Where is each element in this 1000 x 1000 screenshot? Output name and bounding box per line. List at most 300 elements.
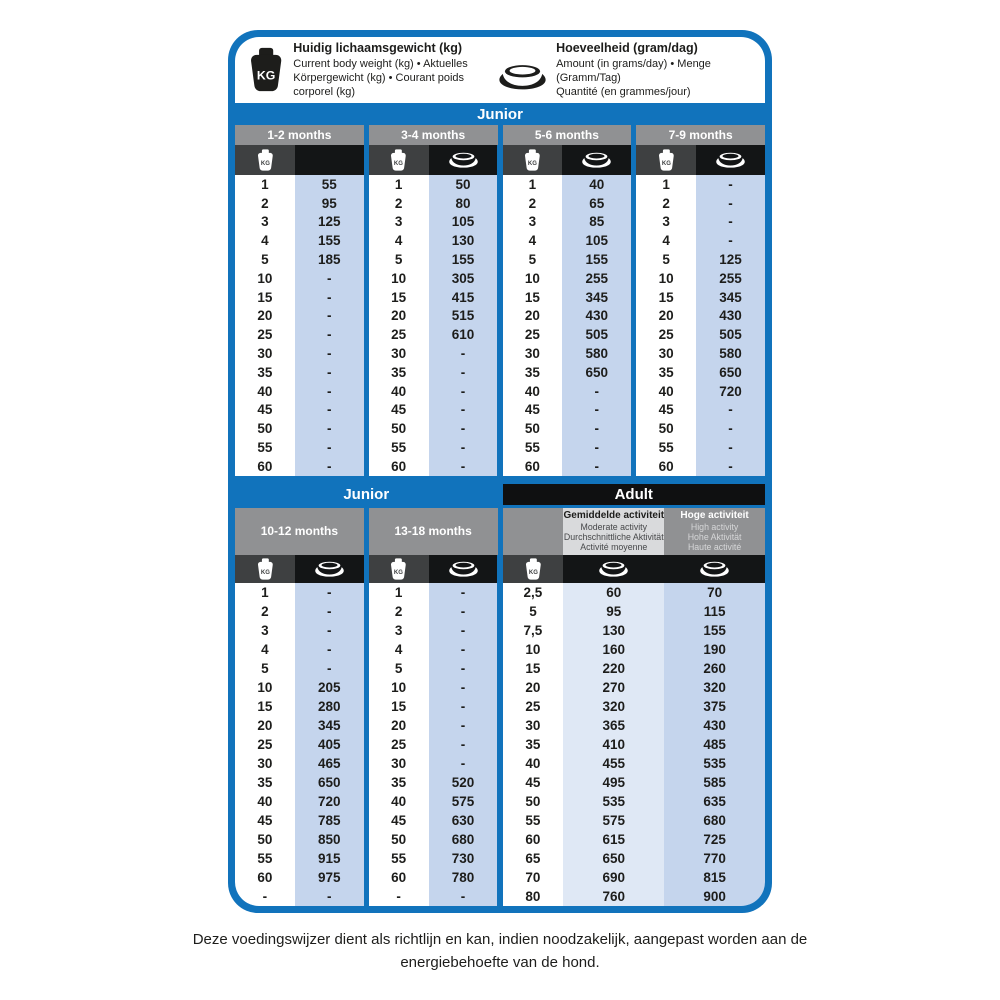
legend-amount	[499, 40, 749, 99]
table-row	[235, 659, 364, 678]
table-row	[235, 419, 364, 438]
kg-weight-icon	[249, 47, 283, 92]
high-activity-line: Hohe Aktivität	[687, 531, 742, 542]
kg-value-cell: 45	[235, 811, 295, 830]
table-row	[235, 401, 364, 420]
kg-icon	[658, 149, 675, 171]
feeding-guide-card	[228, 30, 772, 913]
kg-value-cell: 55	[503, 811, 564, 830]
table-row	[369, 213, 498, 232]
amount-cell: -	[696, 231, 765, 250]
table-row	[369, 640, 498, 659]
amount-cell: 430	[562, 307, 631, 326]
amount-cell: -	[429, 457, 498, 476]
bowl-icon-cell	[562, 145, 631, 175]
kg-value-cell: 35	[503, 735, 564, 754]
icon-row	[235, 145, 364, 175]
amount-cell: -	[696, 457, 765, 476]
moderate-amount-cell: 95	[563, 602, 664, 621]
table-row	[369, 754, 498, 773]
bowl-icons-cell	[563, 555, 765, 583]
kg-value-cell: 55	[369, 849, 429, 868]
kg-icon-cell	[369, 145, 429, 175]
table-row	[503, 344, 632, 363]
table-row	[369, 830, 498, 849]
amount-cell: -	[429, 697, 498, 716]
table-row	[369, 811, 498, 830]
legend-amount-line: Amount (in grams/day) • Menge (Gramm/Tag)	[556, 57, 711, 84]
table-row	[369, 773, 498, 792]
high-amount-cell: 770	[664, 849, 765, 868]
kg-value-cell: 55	[235, 438, 295, 457]
amount-cell: 50	[429, 175, 498, 194]
kg-value-cell: 5	[503, 602, 564, 621]
amount-cell: -	[429, 382, 498, 401]
table-row	[636, 344, 765, 363]
table-row	[503, 659, 766, 678]
kg-value-cell: 50	[369, 419, 429, 438]
table-row	[636, 457, 765, 476]
kg-value-cell: 45	[369, 811, 429, 830]
high-amount-cell: 635	[664, 792, 765, 811]
high-amount-cell: 190	[664, 640, 765, 659]
month-column	[235, 508, 364, 906]
moderate-activity-line: Activité moyenne	[580, 542, 648, 553]
moderate-amount-cell: 365	[563, 716, 664, 735]
kg-value-cell: 3	[235, 213, 295, 232]
table-row	[503, 773, 766, 792]
table-row	[369, 288, 498, 307]
amount-cell: 650	[562, 363, 631, 382]
table-row	[636, 307, 765, 326]
table-row	[235, 735, 364, 754]
amount-cell: 850	[295, 830, 364, 849]
table-row	[503, 175, 632, 194]
amount-cell: 680	[429, 830, 498, 849]
high-amount-cell: 430	[664, 716, 765, 735]
svg-text:KG: KG	[260, 160, 270, 167]
amount-cell: 185	[295, 250, 364, 269]
legend	[235, 37, 765, 103]
amount-cell: -	[562, 438, 631, 457]
kg-icon-cell	[636, 145, 696, 175]
kg-icon-cell	[235, 555, 295, 583]
bowl-icon	[582, 152, 611, 168]
table-row	[636, 325, 765, 344]
amount-cell: -	[696, 419, 765, 438]
kg-value-cell: 50	[235, 419, 295, 438]
amount-cell: 255	[696, 269, 765, 288]
kg-value-cell: 65	[503, 849, 564, 868]
high-amount-cell: 485	[664, 735, 765, 754]
amount-cell: -	[295, 307, 364, 326]
kg-value-cell: 20	[235, 716, 295, 735]
high-amount-cell: 585	[664, 773, 765, 792]
table-row	[369, 307, 498, 326]
kg-icon-cell	[503, 145, 563, 175]
kg-icon	[257, 558, 274, 580]
data-rows	[636, 175, 765, 476]
legend-weight-text	[293, 40, 499, 99]
month-column	[235, 125, 364, 476]
table-row	[503, 640, 766, 659]
table-row	[503, 602, 766, 621]
table-row	[369, 602, 498, 621]
high-amount-cell: 535	[664, 754, 765, 773]
amount-cell: -	[295, 419, 364, 438]
kg-value-cell: 20	[503, 307, 563, 326]
kg-value-cell: 30	[369, 344, 429, 363]
kg-value-cell: 45	[235, 401, 295, 420]
kg-icon	[525, 558, 542, 580]
kg-value-cell: 20	[369, 307, 429, 326]
table-row	[503, 887, 766, 906]
amount-cell: 580	[696, 344, 765, 363]
kg-value-cell: 40	[369, 792, 429, 811]
kg-icon	[257, 149, 274, 171]
kg-value-cell: 45	[369, 401, 429, 420]
month-header: 7-9 months	[636, 125, 765, 145]
table-row	[503, 438, 632, 457]
kg-value-cell: 10	[503, 269, 563, 288]
table-row	[636, 269, 765, 288]
kg-value-cell: 10	[235, 269, 295, 288]
kg-value-cell: 80	[503, 887, 564, 906]
moderate-amount-cell: 495	[563, 773, 664, 792]
footer-line: Deze voedingswijzer dient als richtlijn en kan, indien noodzakelijk, aangepast worden aan de	[192, 931, 808, 948]
kg-value-cell: 2,5	[503, 583, 564, 602]
amount-cell: -	[295, 344, 364, 363]
moderate-amount-cell: 410	[563, 735, 664, 754]
kg-value-cell: 15	[636, 288, 696, 307]
kg-value-cell: 25	[369, 735, 429, 754]
table-row	[503, 194, 632, 213]
data-rows	[369, 583, 498, 906]
table-row	[369, 735, 498, 754]
kg-value-cell: 3	[636, 213, 696, 232]
table-row	[503, 716, 766, 735]
kg-value-cell: 50	[235, 830, 295, 849]
bowl-icon-cell	[429, 145, 498, 175]
kg-icon-cell	[503, 555, 564, 583]
table-row	[235, 830, 364, 849]
table-row	[503, 457, 632, 476]
kg-icon	[390, 558, 407, 580]
kg-value-cell: 20	[235, 307, 295, 326]
kg-value-cell: 5	[636, 250, 696, 269]
table-row	[636, 438, 765, 457]
amount-cell: 975	[295, 868, 364, 887]
table-row	[503, 250, 632, 269]
kg-value-cell: 15	[503, 288, 563, 307]
amount-cell: -	[295, 457, 364, 476]
high-amount-cell: 900	[664, 887, 765, 906]
kg-value-cell: 60	[503, 830, 564, 849]
month-column	[369, 125, 498, 476]
kg-value-cell: 55	[235, 849, 295, 868]
kg-value-cell: 5	[235, 250, 295, 269]
moderate-amount-cell: 690	[563, 868, 664, 887]
month-header: 5-6 months	[503, 125, 632, 145]
moderate-activity-line: Durchschnittliche Aktivität	[563, 531, 664, 542]
kg-value-cell: 15	[369, 288, 429, 307]
amount-cell: 915	[295, 849, 364, 868]
junior-top-table	[235, 125, 765, 476]
kg-value-cell: 25	[369, 325, 429, 344]
amount-cell: -	[429, 640, 498, 659]
amount-cell: -	[295, 621, 364, 640]
moderate-activity-line: Moderate activity	[580, 521, 648, 532]
icon-row	[636, 145, 765, 175]
table-row	[369, 419, 498, 438]
amount-cell: 575	[429, 792, 498, 811]
table-row	[235, 438, 364, 457]
kg-value-cell: 60	[636, 457, 696, 476]
kg-value-cell: 60	[235, 868, 295, 887]
amount-cell: 630	[429, 811, 498, 830]
amount-cell: -	[429, 678, 498, 697]
table-row	[369, 382, 498, 401]
section-bands	[235, 484, 765, 505]
table-row	[503, 307, 632, 326]
bowl-icon	[315, 561, 344, 577]
amount-cell: 40	[562, 175, 631, 194]
amount-cell: -	[429, 621, 498, 640]
kg-value-cell: 50	[503, 792, 564, 811]
amount-cell: -	[696, 213, 765, 232]
table-row	[235, 344, 364, 363]
amount-cell: -	[295, 659, 364, 678]
table-row	[636, 401, 765, 420]
bowl-icon	[499, 50, 546, 90]
amount-cell: 105	[562, 231, 631, 250]
table-row	[369, 457, 498, 476]
amount-cell: 650	[295, 773, 364, 792]
kg-value-cell: 35	[369, 363, 429, 382]
table-row	[636, 363, 765, 382]
table-row	[503, 735, 766, 754]
kg-value-cell: -	[235, 887, 295, 906]
adult-table	[503, 508, 766, 906]
table-row	[235, 194, 364, 213]
kg-value-cell: 55	[636, 438, 696, 457]
amount-cell: -	[295, 583, 364, 602]
kg-value-cell: 3	[369, 213, 429, 232]
high-amount-cell: 815	[664, 868, 765, 887]
kg-value-cell: 4	[235, 231, 295, 250]
amount-cell: 205	[295, 678, 364, 697]
table-row	[503, 849, 766, 868]
table-row	[369, 659, 498, 678]
high-activity-title: Hoge activiteit	[680, 509, 749, 521]
legend-weight-title: Huidig lichaamsgewicht (kg)	[293, 41, 463, 56]
table-row	[503, 868, 766, 887]
amount-cell: 155	[295, 231, 364, 250]
amount-cell: 415	[429, 288, 498, 307]
kg-value-cell: 2	[636, 194, 696, 213]
amount-cell: 345	[295, 716, 364, 735]
moderate-amount-cell: 320	[563, 697, 664, 716]
table-row	[369, 621, 498, 640]
kg-value-cell: 5	[369, 250, 429, 269]
table-row	[369, 583, 498, 602]
kg-value-cell: 30	[235, 344, 295, 363]
moderate-amount-cell: 760	[563, 887, 664, 906]
kg-icon-cell	[369, 555, 429, 583]
high-amount-cell: 70	[664, 583, 765, 602]
table-row	[235, 678, 364, 697]
amount-cell: -	[696, 194, 765, 213]
table-row	[503, 382, 632, 401]
moderate-amount-cell: 220	[563, 659, 664, 678]
kg-value-cell: 30	[369, 754, 429, 773]
kg-value-cell: 45	[503, 773, 564, 792]
high-amount-cell: 320	[664, 678, 765, 697]
kg-value-cell: 35	[503, 363, 563, 382]
table-row	[235, 868, 364, 887]
bowl-icon	[664, 561, 765, 577]
kg-value-cell: 25	[235, 735, 295, 754]
kg-value-cell: 40	[503, 382, 563, 401]
amount-cell: 520	[429, 773, 498, 792]
table-row	[636, 288, 765, 307]
month-header: 3-4 months	[369, 125, 498, 145]
kg-value-cell: 4	[369, 231, 429, 250]
amount-cell: -	[429, 659, 498, 678]
amount-cell: -	[562, 401, 631, 420]
month-header: 13-18 months	[369, 508, 498, 555]
kg-value-cell: 5	[503, 250, 563, 269]
adult-kg-header-cell	[503, 508, 564, 555]
table-row	[369, 363, 498, 382]
amount-cell: -	[562, 382, 631, 401]
kg-value-cell: 50	[636, 419, 696, 438]
table-row	[235, 288, 364, 307]
kg-value-cell: 40	[235, 792, 295, 811]
table-row	[503, 363, 632, 382]
kg-value-cell: 25	[235, 325, 295, 344]
moderate-amount-cell: 270	[563, 678, 664, 697]
kg-value-cell: 70	[503, 868, 564, 887]
footer-note	[0, 929, 1000, 974]
month-column	[503, 125, 632, 476]
kg-value-cell: 30	[235, 754, 295, 773]
kg-value-cell: 35	[369, 773, 429, 792]
table-row	[636, 382, 765, 401]
bowl-icon-cell	[429, 555, 498, 583]
table-row	[235, 325, 364, 344]
table-row	[235, 716, 364, 735]
kg-value-cell: 3	[503, 213, 563, 232]
data-rows	[503, 583, 766, 906]
kg-icon	[524, 149, 541, 171]
table-row	[369, 401, 498, 420]
icon-row	[503, 145, 632, 175]
svg-text:KG: KG	[394, 160, 404, 167]
table-row	[235, 269, 364, 288]
kg-value-cell: 50	[369, 830, 429, 849]
kg-value-cell: 15	[503, 659, 564, 678]
amount-cell: -	[295, 640, 364, 659]
month-header: 10-12 months	[235, 508, 364, 555]
bowl-icon-cell	[295, 555, 364, 583]
kg-value-cell: 35	[235, 773, 295, 792]
kg-value-cell: 60	[503, 457, 563, 476]
kg-value-cell: 2	[235, 602, 295, 621]
moderate-activity-title: Gemiddelde activiteit	[563, 509, 665, 521]
moderate-amount-cell: 60	[563, 583, 664, 602]
amount-cell: 95	[295, 194, 364, 213]
amount-cell: -	[295, 602, 364, 621]
amount-cell: 580	[562, 344, 631, 363]
amount-cell: -	[295, 438, 364, 457]
table-row	[235, 250, 364, 269]
kg-value-cell: 15	[369, 697, 429, 716]
table-row	[235, 697, 364, 716]
legend-amount-line: Quantité (en grammes/jour)	[556, 86, 691, 99]
table-row	[369, 175, 498, 194]
table-row	[503, 678, 766, 697]
table-row	[369, 868, 498, 887]
kg-value-cell: 25	[503, 325, 563, 344]
amount-cell: 720	[696, 382, 765, 401]
high-amount-cell: 115	[664, 602, 765, 621]
table-row	[369, 269, 498, 288]
kg-value-cell: 60	[369, 457, 429, 476]
amount-cell: -	[429, 716, 498, 735]
amount-cell: -	[429, 344, 498, 363]
amount-cell: 130	[429, 231, 498, 250]
amount-cell: 465	[295, 754, 364, 773]
table-row	[503, 419, 632, 438]
table-row	[503, 583, 766, 602]
svg-text:KG: KG	[394, 569, 404, 576]
table-row	[503, 231, 632, 250]
amount-cell: 515	[429, 307, 498, 326]
adult-band: Adult	[503, 484, 766, 505]
table-row	[369, 438, 498, 457]
amount-cell: 650	[696, 363, 765, 382]
table-row	[369, 231, 498, 250]
table-row	[636, 175, 765, 194]
table-row	[235, 887, 364, 906]
high-amount-cell: 260	[664, 659, 765, 678]
moderate-amount-cell: 575	[563, 811, 664, 830]
kg-value-cell: 10	[369, 269, 429, 288]
kg-value-cell: 1	[636, 175, 696, 194]
table-row	[235, 621, 364, 640]
month-header: 1-2 months	[235, 125, 364, 145]
footer-line: energiebehoefte van de hond.	[400, 953, 600, 971]
bowl-icon	[449, 561, 478, 577]
kg-value-cell: 25	[503, 697, 564, 716]
table-row	[503, 830, 766, 849]
table-row	[369, 697, 498, 716]
bottom-table	[235, 508, 765, 906]
amount-cell: 345	[696, 288, 765, 307]
high-activity-line: High activity	[690, 521, 739, 532]
high-activity-line: Haute activité	[687, 542, 742, 553]
amount-cell: -	[429, 438, 498, 457]
kg-value-cell: 2	[235, 194, 295, 213]
kg-value-cell: 55	[503, 438, 563, 457]
amount-cell: -	[696, 401, 765, 420]
kg-value-cell: 40	[235, 382, 295, 401]
table-row	[503, 792, 766, 811]
kg-value-cell: 10	[503, 640, 564, 659]
amount-cell: 430	[696, 307, 765, 326]
moderate-amount-cell: 455	[563, 754, 664, 773]
